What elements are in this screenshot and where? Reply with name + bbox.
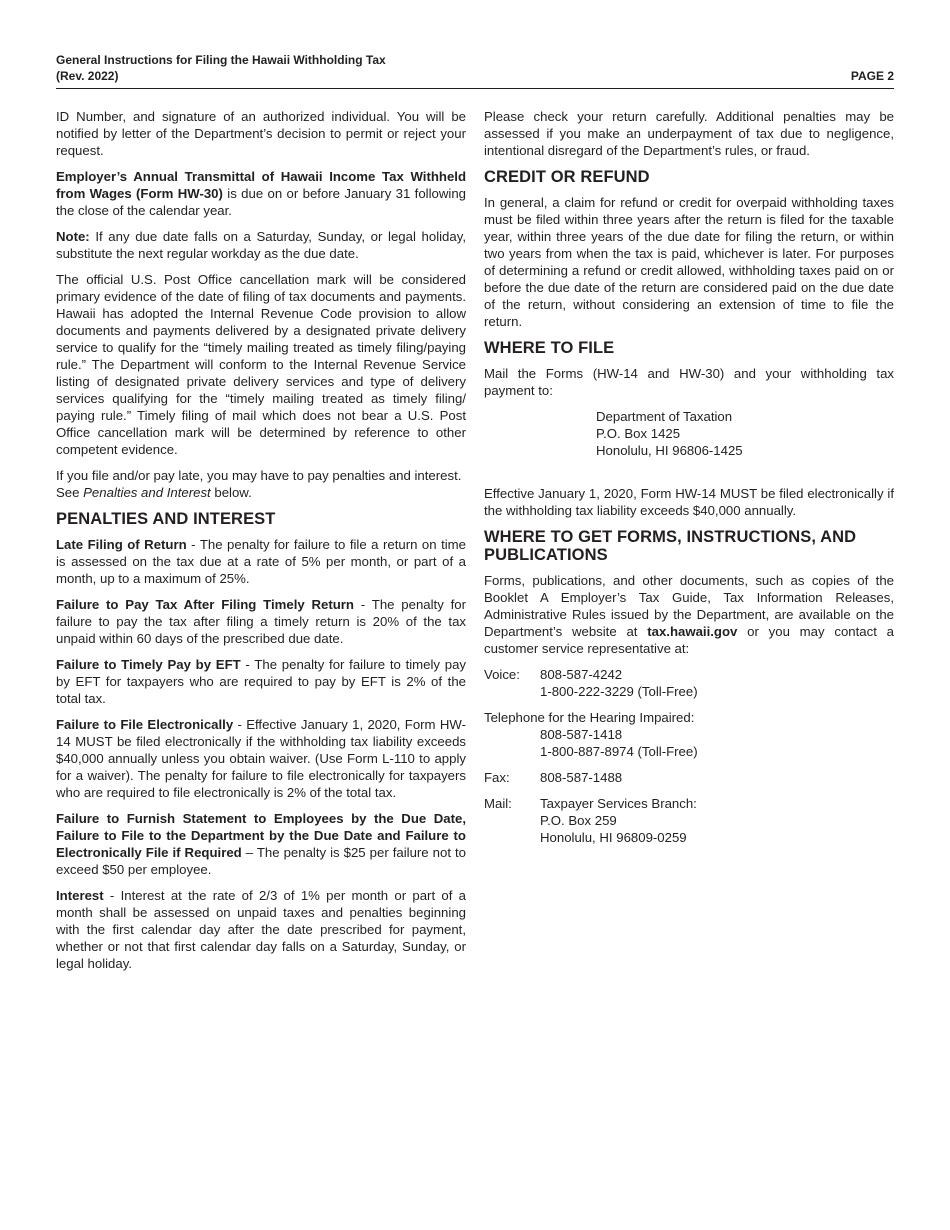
address-line: Department of Taxation <box>596 409 733 424</box>
address-line: Taxpayer Services Branch: <box>540 796 697 811</box>
late-notice-end: below. <box>210 485 252 500</box>
hw30-text: is due on or before January 31 following the close of the calendar year. <box>56 186 466 218</box>
address-line: Honolulu, HI 96809-0259 <box>540 830 687 845</box>
late-notice-text: If you file and/or pay late, you may have to pay penalties and interest. See <box>56 468 462 500</box>
document-title <box>56 52 386 84</box>
address-line: P.O. Box 1425 <box>596 426 681 441</box>
paragraph-interest <box>56 887 466 972</box>
page-header <box>56 52 894 89</box>
contact-fax <box>484 769 894 786</box>
document-title-line-1: General Instructions for Filing the Hawaii Withholding Tax <box>56 53 386 67</box>
paragraph-failure-eft <box>56 656 466 707</box>
mailing-address <box>484 408 894 459</box>
paragraph-effective-efile: Effective January 1, 2020, Form HW-14 MUST be filed electronically if the withholding tax liability exceeds $40,000 annually. <box>484 486 894 518</box>
phone-number: 1-800-887-8974 (Toll-Free) <box>540 744 698 759</box>
phone-number: 808-587-4242 <box>540 667 623 682</box>
late-notice-reference: Penalties and Interest <box>83 485 211 500</box>
paragraph-note <box>56 228 466 262</box>
address-line: Honolulu, HI 96806-1425 <box>596 443 743 458</box>
failure-to-pay-text: - The penalty for failure to pay the tax after filing a timely return is 20% of the tax unpaid within 60 days of the prescribed due date. <box>56 597 467 646</box>
paragraph-where-to-file: Mail the Forms (HW-14 and HW-30) and your withholding tax payment to: <box>484 366 894 398</box>
tty-label: Telephone for the Hearing Impaired: <box>484 710 695 725</box>
interest-text: - Interest at the rate of 2/3 of 1% per month or part of a month shall be assessed on unpaid taxes and penalties beginning with the first calendar day after the date prescribed for payment, whether or not that first calendar day falls on a Saturday, Sunday, or legal holiday. <box>56 888 466 971</box>
failure-efile-label: Failure to File Electronically <box>56 717 234 732</box>
voice-label: Voice: <box>484 667 520 682</box>
note-text: If any due date falls on a Saturday, Sunday, or legal holiday, substitute the next regular workday as the due date. <box>56 229 466 261</box>
contact-hearing-impaired <box>484 709 894 760</box>
failure-furnish-label: Failure to Furnish Statement to Employees by the Due Date, Failure to File to the Department by the Due Date and Failure to Electronically File if Required <box>56 811 466 860</box>
page-number: PAGE 2 <box>850 69 894 83</box>
late-filing-text: - The penalty for failure to file a return on time is assessed on the tax due at a rate of 5% per month, or part of a month, up to a maximum of 25%. <box>56 537 466 586</box>
paragraph-check-return: Please check your return carefully. Additional penalties may be assessed if you make an underpayment of tax due to negligence, intentional disregard of the Department’s rules, or fraud. <box>484 109 894 158</box>
paragraph-forms <box>484 572 894 657</box>
failure-furnish-text: – The penalty is $25 per failure not to exceed $50 per employee. <box>56 845 466 877</box>
contact-voice <box>484 666 894 700</box>
forms-text-1: Forms, publications, and other documents, such as copies of the Booklet A Employer’s Tax Guide, Tax Information Releases, Administrative Rules issued by the Department, are available on the Department’s website at <box>484 573 894 639</box>
paragraph-signature: ID Number, and signature of an authorized individual. You will be notified by letter of the Department’s decision to permit or reject your request. <box>56 109 466 158</box>
interest-label: Interest <box>56 888 104 903</box>
failure-eft-text: - The penalty for failure to timely pay by EFT for taxpayers who are required to pay by EFT is 2% of the total tax. <box>56 657 467 706</box>
heading-where-to-file: WHERE TO FILE <box>484 339 615 357</box>
paragraph-credit-refund: In general, a claim for refund or credit for overpaid withholding taxes must be filed within three years after the return is filed for the taxable year, within three years of the due date for filing the return, or within two years from when the tax is paid, whichever is later. For purposes of determining a refund or credit allowed, withholding taxes paid on or before the due date of the return are considered paid on the due date of the return, without considering an extension of time to file the return. <box>484 195 894 329</box>
forms-text-2: or you may contact a customer service representative at: <box>484 624 894 656</box>
contact-mail <box>484 795 894 846</box>
heading-credit-or-refund: CREDIT OR REFUND <box>484 168 650 186</box>
heading-where-to-get-forms: WHERE TO GET FORMS, INSTRUCTIONS, AND PUBLICATIONS <box>484 528 857 564</box>
late-filing-label: Late Filing of Return <box>56 537 187 552</box>
phone-number: 808-587-1418 <box>540 727 623 742</box>
paragraph-postmark: The official U.S. Post Office cancellation mark will be considered primary evidence of the date of filing of tax documents and payments. Hawaii has adopted the Internal Revenue Code provision to allow documents and payments delivered by a designated private delivery service to qualify for the “timely mailing treated as timely filing/paying rule.” The Department will conform to the Internal Revenue Service listing of designated private delivery services and type of delivery services qualifying for the “timely mailing treated as timely filing/ paying rule.” Timely filing of mail which does not bear a U.S. Post Office cancellation mark will be determined by reference to other competent evidence. <box>56 272 466 457</box>
paragraph-hw30 <box>56 168 466 219</box>
paragraph-failure-furnish <box>56 810 466 878</box>
document-revision: (Rev. 2022) <box>56 69 119 83</box>
phone-number: 1-800-222-3229 (Toll-Free) <box>540 684 698 699</box>
right-column <box>484 108 894 855</box>
fax-number: 808-587-1488 <box>540 770 623 785</box>
hw30-label: Employer’s Annual Transmittal of Hawaii Income Tax Withheld from Wages (Form HW-30) <box>56 169 466 201</box>
failure-efile-text: - Effective January 1, 2020, Form HW-14 MUST be filed electronically if the withholding tax liability exceeds $40,000 annually unless you obtain waiver. (Use Form L-110 to apply for a waiver). The penalty for failure to file electronically for taxpayers who are required to file electronically is 2% of the total tax. <box>56 717 466 800</box>
paragraph-failure-to-pay <box>56 596 466 647</box>
paragraph-late-filing <box>56 536 466 587</box>
website-link[interactable]: tax.hawaii.gov <box>647 624 738 639</box>
paragraph-failure-efile <box>56 716 466 801</box>
failure-eft-label: Failure to Timely Pay by EFT <box>56 657 241 672</box>
failure-to-pay-label: Failure to Pay Tax After Filing Timely Return <box>56 597 354 612</box>
note-label: Note: <box>56 229 90 244</box>
mail-address <box>540 795 697 846</box>
paragraph-late-notice <box>56 467 466 501</box>
address-line: P.O. Box 259 <box>540 813 617 828</box>
left-column <box>56 108 466 981</box>
heading-penalties-and-interest: PENALTIES AND INTEREST <box>56 510 276 528</box>
voice-numbers <box>540 666 698 700</box>
fax-label: Fax: <box>484 770 510 785</box>
mail-label: Mail: <box>484 796 512 811</box>
